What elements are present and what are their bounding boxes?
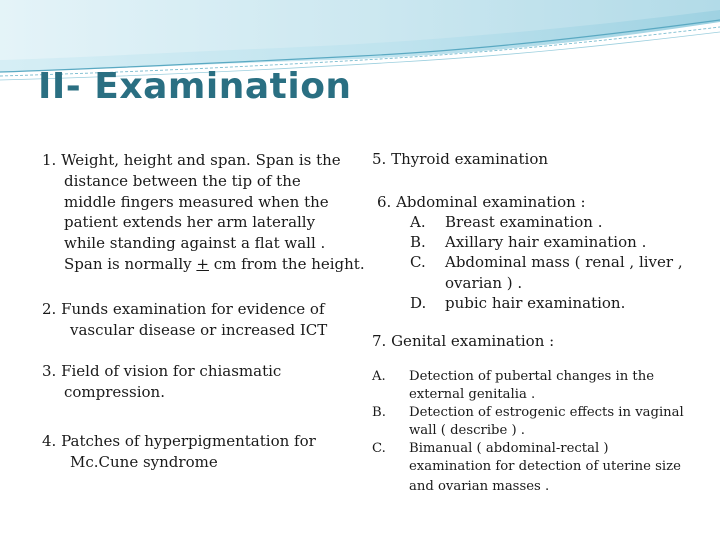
item-2-line-2: vascular disease or increased ICT <box>70 321 328 339</box>
item-1-line-6 <box>64 254 365 274</box>
item-7-sub-a-letter: A. <box>372 369 386 384</box>
item-7-sub-a-text-2: external genitalia . <box>409 387 536 402</box>
item-6-sub-c-text-2: ovarian ) . <box>445 274 523 292</box>
item-6-sub-a-text: Breast examination . <box>445 213 603 231</box>
item-1-line-6-tail: cm from the height. <box>208 255 365 273</box>
item-1-line-5: while standing against a flat wall . <box>64 234 326 252</box>
item-7-sub-b-text-1: Detection of estrogenic effects in vaginal <box>409 405 684 420</box>
item-1-line-4: patient extends her arm laterally <box>64 213 316 231</box>
item-7-sub-c-letter: C. <box>372 441 386 456</box>
item-2-line-1: 2. Funds examination for evidence of <box>42 300 325 318</box>
item-7-sub-a-text-1: Detection of pubertal changes in the <box>409 369 655 384</box>
item-6-sub-b-letter: B. <box>410 233 426 251</box>
item-6-sub-c-text-1: Abdominal mass ( renal , liver , <box>445 253 683 271</box>
item-7-heading: 7. Genital examination : <box>372 332 555 350</box>
item-6-sub-d-text: pubic hair examination. <box>445 294 626 312</box>
item-7-sub-c-text-1: Bimanual ( abdominal-rectal ) <box>409 441 609 456</box>
item-6-sub-c-letter: C. <box>410 253 426 271</box>
item-6-sub-b-text: Axillary hair examination . <box>445 233 647 251</box>
item-4-line-2: Mc.Cune syndrome <box>70 453 218 471</box>
page-title: II- Examination <box>38 66 352 107</box>
item-1-line-2: distance between the tip of the <box>64 172 301 190</box>
item-1-line-6-prefix: Span is normally <box>64 255 197 273</box>
item-4-line-1: 4. Patches of hyperpigmentation for <box>42 432 316 450</box>
item-1-line-1: 1. Weight, height and span. Span is the <box>42 151 341 169</box>
item-7-sub-b-letter: B. <box>372 405 386 420</box>
item-7-sub-b-text-2: wall ( describe ) . <box>409 423 526 438</box>
item-7-sub-c-text-3: and ovarian masses . <box>409 479 550 494</box>
item-1-line-3: middle fingers measured when the <box>64 193 329 211</box>
item-6-sub-d-letter: D. <box>410 294 427 312</box>
item-6-sub-a-letter: A. <box>410 213 426 231</box>
item-3-line-1: 3. Field of vision for chiasmatic <box>42 362 282 380</box>
plus-minus-symbol: + <box>196 255 209 273</box>
item-7-sub-c-text-2: examination for detection of uterine size <box>409 459 681 474</box>
item-3-line-2: compression. <box>64 383 165 401</box>
item-6-heading: 6. Abdominal examination : <box>377 193 586 211</box>
item-5-thyroid-examination: 5. Thyroid examination <box>372 150 549 168</box>
